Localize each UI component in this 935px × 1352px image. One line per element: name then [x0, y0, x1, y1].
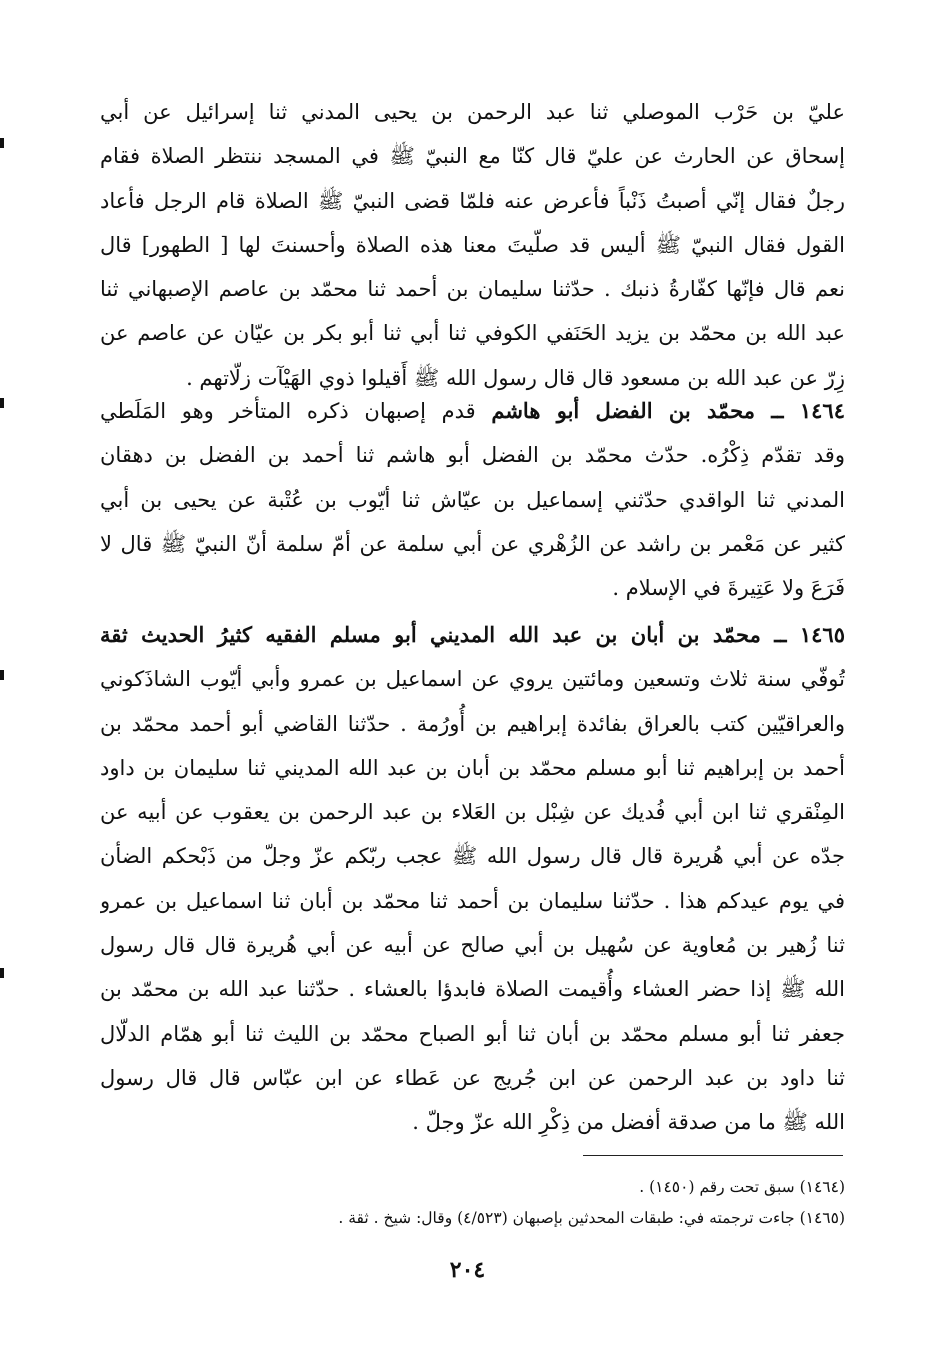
- text-line: المِنْقري ثنا ابن أبي فُديك عن شِبْل بن العَلاء بن عبد الرحمن بن يعقوب عن أبيه عن: [100, 800, 845, 825]
- entry-1465: [100, 613, 845, 1145]
- text-line: كثير عن مَعْمر بن راشد عن الزُهْري عن أبي سلمة عن أمّ سلمة أنّ النبيّ ﷺ قال لا: [100, 531, 845, 556]
- text-line: نعم قال فإنّها كفّارةُ ذنبك . حدّثنا سليمان بن أحمد ثنا محمّد بن عاصم الإصبهاني ثنا: [100, 277, 845, 302]
- text-line: الله ﷺ إذا حضر العشاء وأُقيمت الصلاة فابدؤا بالعشاء . حدّثنا عبد الله بن محمّد بن: [100, 977, 845, 1002]
- entry-heading-line: [100, 389, 845, 433]
- text-line: تُوفّي سنة ثلاث وتسعين ومائتين يروي عن اسماعيل بن عمرو وأبي أيّوب الشاذَكوني: [100, 667, 845, 692]
- text-line: القول فقال النبيّ ﷺ أليس قد صلّيتَ معنا هذه الصلاة وأحسنتَ لها [ الطهور] قال: [100, 232, 845, 257]
- paragraph-continuation: [100, 90, 845, 400]
- text-line: إسحاق عن الحارث عن عليّ قال كنّا مع النبيّ ﷺ في المسجد ننتظر الصلاة فقام: [100, 144, 845, 169]
- footnote: (١٤٦٤) سبق تحت رقم (١٤٥٠) .: [639, 1178, 845, 1196]
- text-line: ثنا داود بن عبد الرحمن عن ابن جُريج عن عَطاء عن ابن عبّاس قال قال رسول: [100, 1065, 845, 1090]
- text-line: رجلٌ فقال إنّي أصبتُ ذَنْباً فأعرض عنه فلمّا قضى النبيّ ﷺ الصلاة قام الرجل فأعاد: [100, 188, 845, 213]
- text-line: قدم إصبهان ذكره المتأخر وهو المَلَطي: [100, 399, 492, 423]
- margin-mark: [0, 138, 4, 148]
- text-line: في يوم عيدكم هذا . حدّثنا سليمان بن أحمد ثنا محمّد بن أبان ثنا اسماعيل بن عمرو: [100, 888, 845, 913]
- page-number: ٢٠٤: [449, 1257, 486, 1283]
- text-line: ثنا زُهير بن مُعاوية عن سُهيل بن أبي صالح عن أبيه عن أبي هُريرة قال قال رسول: [100, 933, 845, 958]
- text-line: زِرّ عن عبد الله بن مسعود قال قال رسول الله ﷺ أَقيلوا ذوي الهَيْآت زلّاتهم .: [186, 365, 845, 390]
- text-line: والعراقيّين كتب بالعراق بفائدة إبراهيم بن أُورُمة . حدّثنا القاضي أبو أحمد محمّد بن: [100, 711, 845, 736]
- margin-mark: [0, 968, 4, 978]
- text-line: أحمد بن إبراهيم ثنا أبو مسلم محمّد بن أبان بن عبد الله المديني ثنا سليمان بن داود: [100, 755, 845, 780]
- footnote-divider: [583, 1155, 843, 1156]
- text-line: فَرَعَ ولا عَتِيرةَ في الإسلام .: [612, 576, 845, 601]
- entry-heading: ١٤٦٤ ــ محمّد بن الفضل أبو هاشم: [491, 398, 845, 423]
- text-line: الله ﷺ ما من صدقة أفضل من ذِكْرِ الله عزّ وجلّ .: [412, 1110, 845, 1135]
- footnotes: [100, 1172, 845, 1234]
- text-line: عبد الله بن محمّد بن يزيد الحَنَفي الكوفي ثنا أبي ثنا أبو بكر بن عيّان عن عاصم عن: [100, 321, 845, 346]
- text-line: جدّه عن أبي هُريرة قال قال رسول الله ﷺ عجب ربّكم عزّ وجلّ من ذَبْحكم الضأن: [100, 844, 845, 869]
- margin-mark: [0, 670, 4, 680]
- entry-heading: ١٤٦٥ ــ محمّد بن أبان بن عبد الله المديني أبو مسلم الفقيه كثيرُ الحديث ثقة: [100, 622, 845, 647]
- margin-mark: [0, 398, 4, 408]
- text-line: جعفر ثنا أبو مسلم محمّد بن أبان ثنا أبو الصباح محمّد بن الليث ثنا أبو همّام الدلّال: [100, 1021, 845, 1046]
- text-line: وقد تقدّم ذِكْرُه. حدّث محمّد بن الفضل أبو هاشم ثنا أحمد بن الفضل بن دهقان: [100, 443, 845, 468]
- footnote: (١٤٦٥) جاءت ترجمته في: طبقات المحدثين بإصبهان (٤/٥٢٣) وقال: شيخ . ثقة .: [338, 1209, 845, 1227]
- entry-1464: [100, 389, 845, 610]
- text-line: عليّ بن حَرْب الموصلي ثنا عبد الرحمن بن يحيى المدني ثنا إسرائيل عن أبي: [100, 100, 845, 124]
- text-line: المدني ثنا الواقدي حدّثني إسماعيل بن عيّاش ثنا أيّوب بن عُتْبة عن يحيى بن أبي: [100, 487, 845, 512]
- entry-heading-line: [100, 613, 845, 657]
